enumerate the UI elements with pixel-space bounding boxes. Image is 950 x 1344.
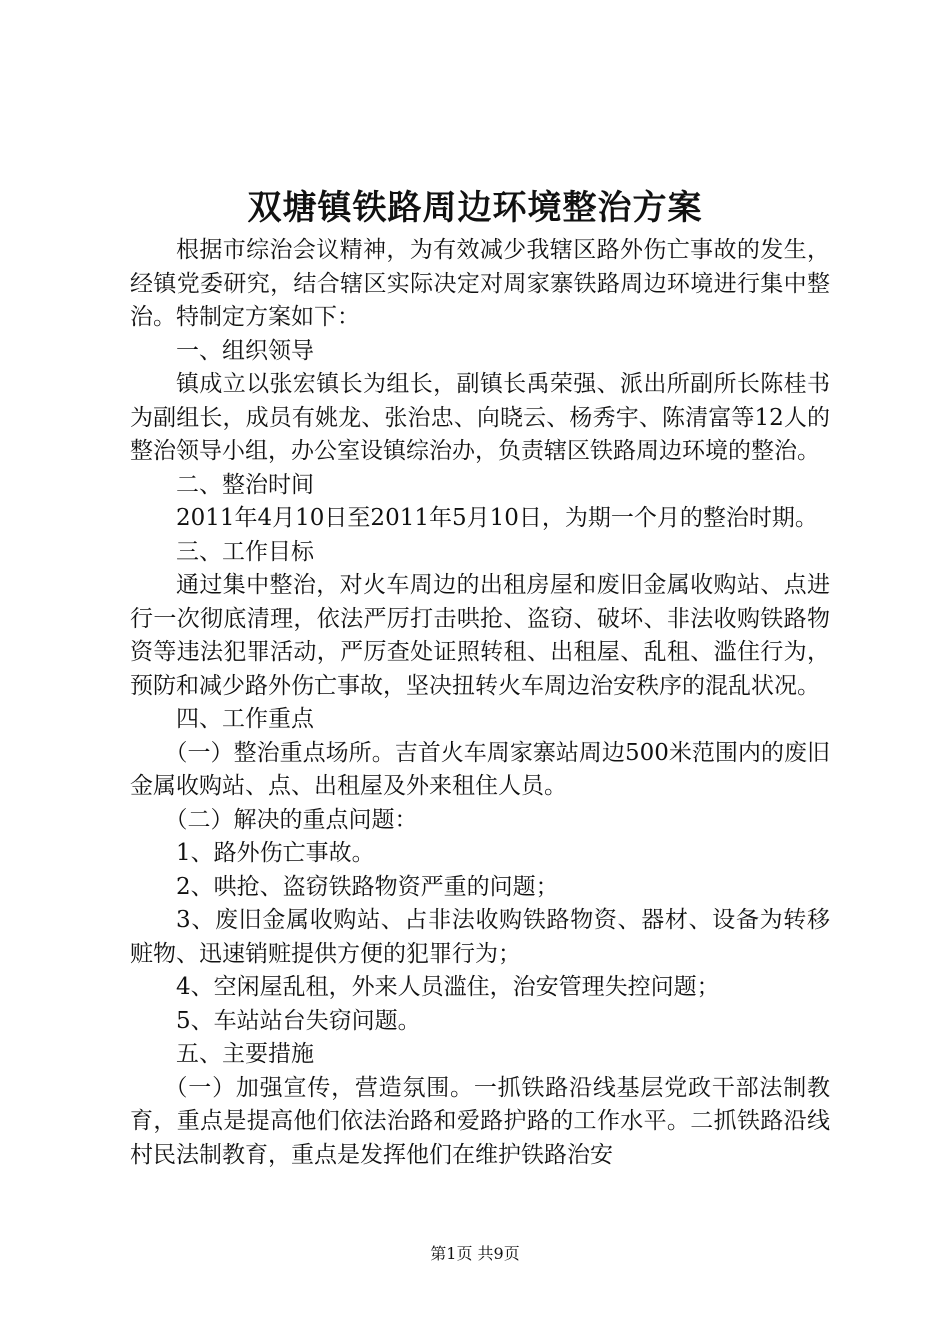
- list-item-5: 5、车站站台失窃问题。: [176, 1007, 421, 1034]
- document-title: 双塘镇铁路周边环境整治方案: [247, 188, 703, 228]
- heading-focus: 四、工作重点: [176, 706, 314, 732]
- list-item-1: 1、路外伤亡事故。: [176, 840, 375, 866]
- list-item-3: 3、废旧金属收购站、占非法收购铁路物资、器材、设备为转移赃物、迅速销赃提供方便的犯罪行为；: [130, 907, 830, 967]
- heading-time: 二、整治时间: [176, 471, 314, 498]
- paragraph-focus-2: （二）解决的重点问题：: [164, 806, 418, 833]
- list-item-4: 4、空闲屋乱租，外来人员滥住，治安管理失控问题；: [176, 974, 720, 1000]
- paragraph-measures-1: （一）加强宣传，营造氛围。一抓铁路沿线基层党政干部法制教育，重点是提高他们依法治路和爱路护路的工作水平。二抓铁路沿线村民法制教育，重点是发挥他们在维护铁路治安: [130, 1074, 830, 1168]
- heading-goal: 三、工作目标: [176, 538, 314, 565]
- paragraph-goal: 通过集中整治，对火车周边的出租房屋和废旧金属收购站、点进行一次彻底清理，依法严厉打击哄抢、盗窃、破坏、非法收购铁路物资等违法犯罪活动，严厉查处证照转租、出租屋、乱租、滥住行为，预防和减少路外伤亡事故，坚决扭转火车周边治安秩序的混乱状况。: [130, 572, 830, 699]
- page-number: 第1页 共9页: [430, 1244, 520, 1263]
- paragraph-organization: 镇成立以张宏镇长为组长，副镇长禹荣强、派出所副所长陈桂书为副组长，成员有姚龙、张治忠、向晓云、杨秀宇、陈清富等12人的整治领导小组，办公室设镇综治办，负责辖区铁路周边环境的整治。: [130, 371, 830, 464]
- heading-measures: 五、主要措施: [176, 1041, 314, 1067]
- document-body: [130, 234, 830, 1172]
- paragraph-focus-1: （一）整治重点场所。吉首火车周家寨站周边500米范围内的废旧金属收购站、点、出租屋及外来租住人员。: [130, 739, 830, 799]
- paragraph-intro: 根据市综治会议精神，为有效减少我辖区路外伤亡事故的发生，经镇党委研究，结合辖区实际决定对周家寨铁路周边环境进行集中整治。特制定方案如下：: [130, 237, 830, 330]
- paragraph-time: 2011年4月10日至2011年5月10日，为期一个月的整治时期。: [176, 505, 818, 531]
- heading-organization: 一、组织领导: [176, 337, 314, 364]
- list-item-2: 2、哄抢、盗窃铁路物资严重的问题；: [176, 873, 559, 900]
